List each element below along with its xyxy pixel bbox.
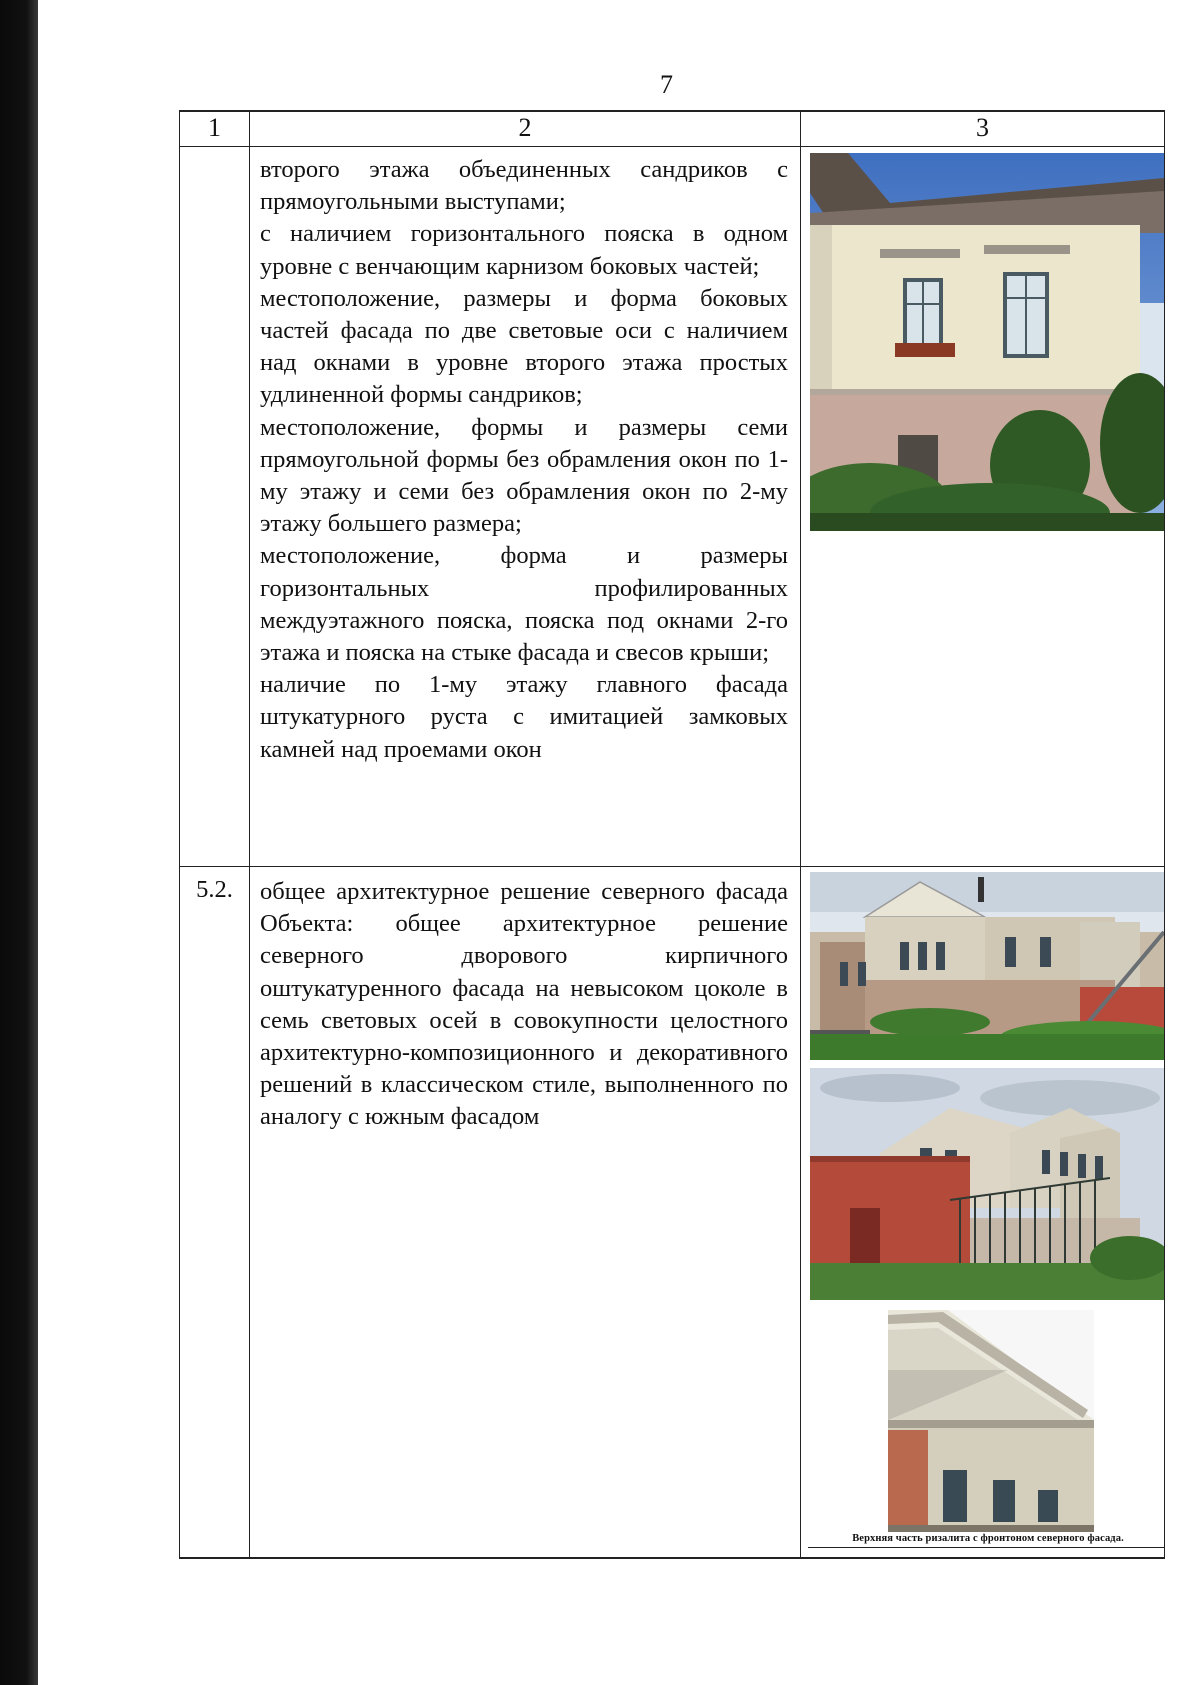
north-facade-photo-1: [810, 872, 1164, 1060]
paragraph: второго этажа объединенных сандриков с прямоугольными выступами;: [260, 156, 788, 216]
paragraph: местоположение, размеры и форма боковых частей фасада по две световые оси с наличием над окнами в уровне второго этажа простых удлиненной формы сандриков;: [260, 284, 788, 409]
table-header-col1: 1: [208, 113, 221, 142]
facade-side-photo: [810, 153, 1164, 531]
row-5-2-number: 5.2.: [196, 876, 233, 903]
paragraph: местоположение, форма и размеры горизонтальных профилированных междуэтажного пояска, пояска под окнами 2-го этажа и пояска на стыке фасада и свесов крыши;: [260, 542, 788, 667]
caption-underline: [808, 1547, 1164, 1548]
paragraph: наличие по 1-му этажу главного фасада штукатурного руста с имитацией замковых камней над проемами окон: [260, 671, 788, 763]
paragraph: общее архитектурное решение северного фасада Объекта: общее архитектурное решение северного дворового кирпичного оштукатуренного фасада на невысоком цоколе в семь световых осей в совокупности целостного архитектурно-композиционного и декоративного решений в классическом стиле, выполненного по аналогу с южным фасадом: [260, 878, 788, 1131]
paragraph: местоположение, формы и размеры семи прямоугольной формы без обрамления окон по 1-му этажу и семи без обрамления окон по 2-му этажу большего размера;: [260, 413, 788, 538]
table-header-col2: 2: [518, 113, 532, 142]
row-continued-text: [260, 154, 788, 766]
table-header-col3: 3: [976, 113, 989, 142]
pediment-detail-photo: [888, 1310, 1094, 1532]
paragraph: с наличием горизонтального пояска в одном уровне с венчающим карнизом боковых частей;: [260, 220, 788, 280]
row-5-2-text: [260, 876, 788, 1134]
north-facade-photo-2: [810, 1068, 1164, 1300]
scan-edge: [0, 0, 38, 1685]
photo-caption: Верхняя часть ризалита с фронтоном северного фасада.: [852, 1533, 1124, 1544]
page-number: 7: [660, 70, 673, 99]
